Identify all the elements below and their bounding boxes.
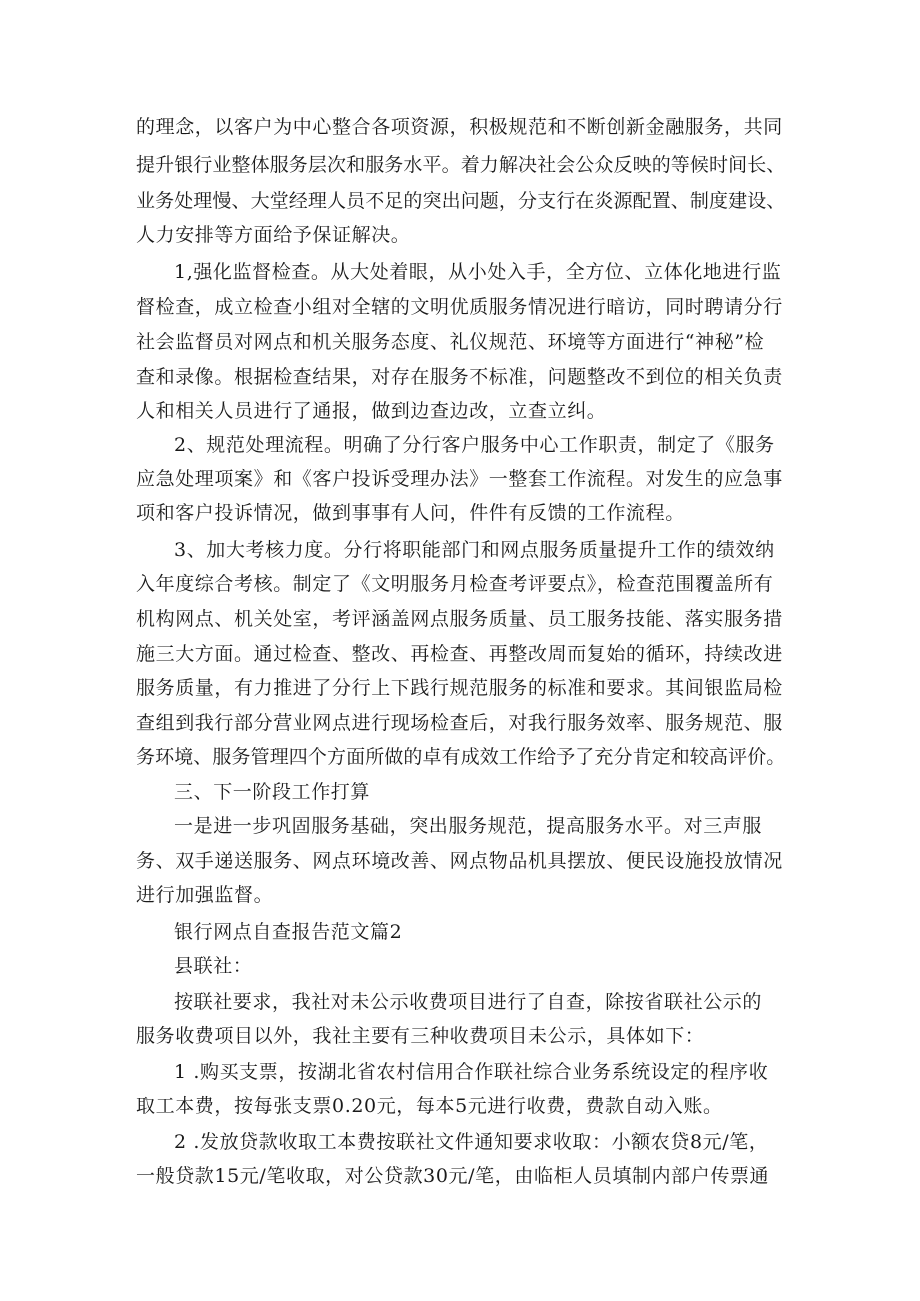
paragraph-line: 进行加强监督。 [136, 884, 274, 906]
paragraph-line: 应急处理项案》和《客户投诉受理办法》一整套工作流程。对发生的应急事 [136, 468, 783, 490]
paragraph-line: 务、双手递送服务、网点环境改善、网点物品机具摆放、便民设施投放情况 [136, 850, 783, 872]
paragraph-line: 入年度综合考核。制定了《文明服务月检查考评要点》，检查范围覆盖所有 [136, 573, 774, 595]
paragraph-line: 社会监督员对网点和机关服务态度、礼仪规范、环境等方面进行“神秘”检 [136, 331, 765, 353]
salutation: 县联社： [174, 955, 253, 977]
paragraph-line: 按联社要求，我社对未公示收费项目进行了自查，除按省联社公示的 [174, 991, 763, 1013]
article-title: 银行网点自查报告范文篇2 [174, 921, 403, 943]
paragraph-line: 取工本费，按每张支票0.20元，每本5元进行收费，费款自动入账。 [136, 1095, 723, 1117]
paragraph-line: 务环境、服务管理四个方面所做的卓有成效工作给予了充分肯定和较高评价。 [136, 746, 786, 768]
paragraph-line: 人力安排等方面给予保证解决。 [136, 224, 411, 246]
paragraph-line: 机构网点、机关处室，考评涵盖网点服务质量、员工服务技能、落实服务措 [136, 608, 783, 630]
paragraph-line: 服务质量，有力推进了分行上下践行规范服务的标准和要求。其间银监局检 [136, 677, 783, 699]
paragraph-line: 一般贷款15元/笔收取，对公贷款30元/笔，由临柜人员填制内部户传票通 [136, 1165, 770, 1187]
paragraph-line: 服务收费项目以外，我社主要有三种收费项目未公示，具体如下： [136, 1025, 705, 1047]
paragraph-line: 提升银行业整体服务层次和服务水平。着力解决社会公众反映的等候时间长、 [136, 154, 786, 176]
paragraph-line: 查和录像。根据检查结果，对存在服务不标准，问题整改不到位的相关负责 [136, 366, 783, 388]
paragraph-line: 施三大方面。通过检查、整改、再检查、再整改周而复始的循环，持续改进 [136, 643, 783, 665]
paragraph-line: 1 .购买支票，按湖北省农村信用合作联社综合业务系统设定的程序收 [174, 1061, 769, 1083]
paragraph-line: 3、加大考核力度。分行将职能部门和网点服务质量提升工作的绩效纳 [174, 539, 775, 561]
paragraph-line: 项和客户投诉情况，做到事事有人问，件件有反馈的工作流程。 [136, 502, 685, 524]
paragraph-line: 业务处理慢、大堂经理人员不足的突出问题，分支行在炎源配置、制度建设、 [136, 190, 786, 212]
paragraph-line: 2、规范处理流程。明确了分行客户服务中心工作职责，制定了《服务 [174, 434, 775, 456]
paragraph-line: 的理念，以客户为中心整合各项资源，积极规范和不断创新金融服务，共同 [136, 116, 783, 138]
paragraph-line: 2 .发放贷款收取工本费按联社文件通知要求收取：小额农贷8元/笔， [174, 1131, 769, 1153]
section-heading: 三、下一阶段工作打算 [174, 781, 371, 803]
paragraph-line: 一是进一步巩固服务基础，突出服务规范，提高服务水平。对三声服 [174, 815, 763, 837]
paragraph-line: 1,强化监督检查。从大处着眼，从小处入手，全方位、立体化地进行监 [174, 261, 782, 283]
paragraph-line: 督检查，成立检查小组对全辖的文明优质服务情况进行暗访，同时聘请分行 [136, 296, 783, 318]
paragraph-line: 人和相关人员进行了通报，做到边查边改，立查立纠。 [136, 400, 607, 422]
paragraph-line: 查组到我行部分营业网点进行现场检查后，对我行服务效率、服务规范、服 [136, 712, 783, 734]
